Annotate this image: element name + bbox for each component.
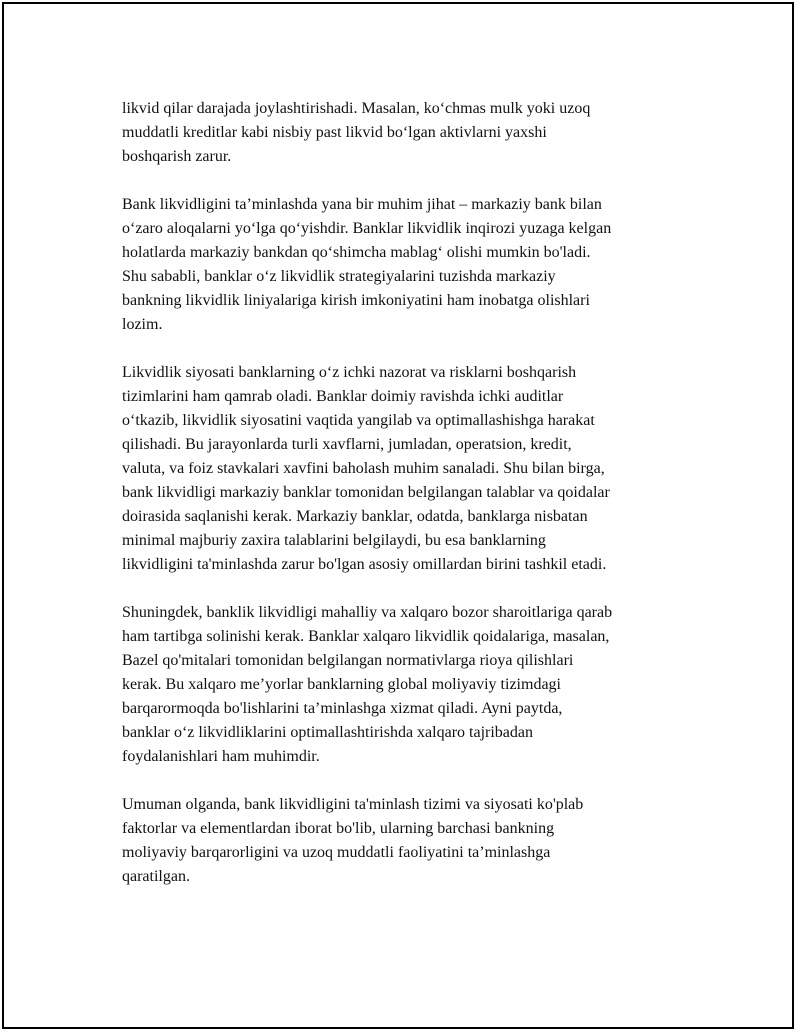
paragraph-5: Umuman olganda, bank likvidligini ta'minlash tizimi va siyosati ko'plab faktorlar va elementlardan iborat bo'lib, ularning barchasi bankning moliyaviy barqarorligini va uzoq muddatli faoliyatini ta’minlashga qaratilgan. <box>122 796 584 885</box>
paragraph-2: Bank likvidligini ta’minlashda yana bir muhim jihat – markaziy bank bilan o‘zaro aloqalarni yo‘lga qo‘yishdir. Banklar likvidlik inqirozi yuzaga kelgan holatlarda markaziy bankdan qo‘shimcha mablag‘ olishi mumkin bo'ladi. Shu sababli, banklar o‘z likvidlik strategiyalarini tuzishda markaziy bankning likvidlik liniyalariga kirish imkoniyatini ham inobatga olishlari lozim. <box>122 196 612 333</box>
paragraph-4: Shuningdek, banklik likvidligi mahalliy va xalqaro bozor sharoitlariga qarab ham tartibga solinishi kerak. Banklar xalqaro likvidlik qoidalariga, masalan, Bazel qo'mitalari tomonidan belgilangan normativlarga rioya qilishlari kerak. Bu xalqaro me’yorlar banklarning global moliyaviy tizimdagi barqarormoqda bo'lishlarini ta’minlashga xizmat qiladi. Ayni paytda, banklar o‘z likvidliklarini optimallashtirishda xalqaro tajribadan foydalanishlari ham muhimdir. <box>122 604 613 765</box>
paragraph-1: likvid qilar darajada joylashtirishadi. Masalan, ko‘chmas mulk yoki uzoq muddatli kreditlar kabi nisbiy past likvid bo‘lgan aktivlarni yaxshi boshqarish zarur. <box>122 100 591 165</box>
page-frame <box>2 2 794 1029</box>
document-body <box>122 97 694 913</box>
paragraph-3: Likvidlik siyosati banklarning o‘z ichki nazorat va risklarni boshqarish tizimlarini ham qamrab oladi. Banklar doimiy ravishda ichki auditlar o‘tkazib, likvidlik siyosatini vaqtida yangilab va optimallashishga harakat qilishadi. Bu jarayonlarda turli xavflarni, jumladan, operatsion, kredit, valuta, va foiz stavkalari xavfini baholash muhim sanaladi. Shu bilan birga, bank likvidligi markaziy banklar tomonidan belgilangan talablar va qoidalar doirasida saqlanishi kerak. Markaziy banklar, odatda, banklarga nisbatan minimal majburiy zaxira talablarini belgilaydi, bu esa banklarning likvidligini ta'minlashda zarur bo'lgan asosiy omillardan birini tashkil etadi. <box>122 364 610 573</box>
